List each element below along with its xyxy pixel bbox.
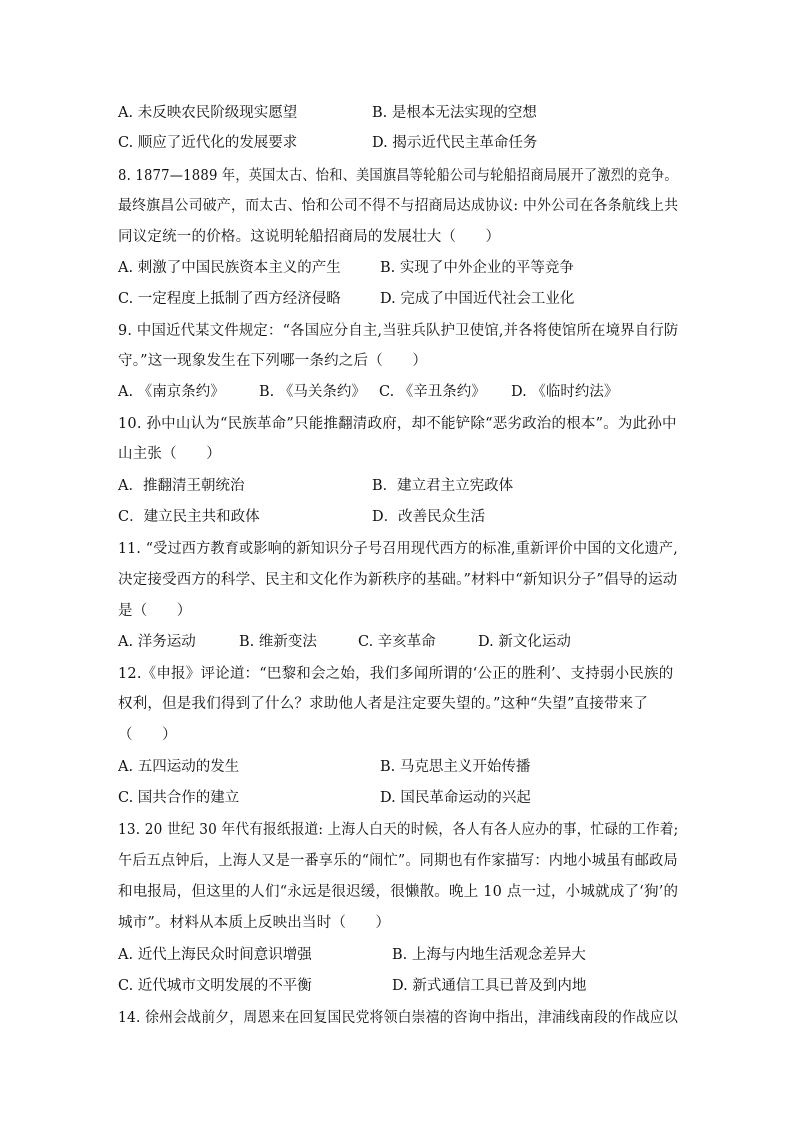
q10-option-b: B．建立君主立宪政体 [372, 478, 514, 494]
q13-option-b: B. 上海与内地生活观念差异大 [392, 947, 586, 963]
q12-option-a: A. 五四运动的发生 [118, 759, 240, 775]
q7-option-c: C. 顺应了近代化的发展要求 [118, 135, 298, 151]
q8-option-a: A. 刺激了中国民族资本主义的产生 [118, 260, 341, 276]
q11-option-b: B. 维新变法 [239, 634, 317, 650]
q13-option-c: C. 近代城市文明发展的不平衡 [118, 978, 312, 994]
q8-option-c: C. 一定程度上抵制了西方经济侵略 [118, 291, 341, 307]
q9-option-d: D. 《临时约法》 [511, 384, 619, 400]
q13-stem-line-2: 午后五点钟后，上海人又是一番享乐的“闹忙”。同期也有作家描写：内地小城虽有邮政局 [118, 853, 678, 869]
q13-stem-line-3: 和电报局，但这里的人们“永远是很迟缓，很懒散。晚上 10 点一过，小城就成了‘狗’的 [118, 884, 679, 900]
q13-stem-line-4: 城市”。材料从本质上反映出当时（ ） [118, 915, 391, 931]
q12-stem-line-3: （ ） [118, 727, 177, 743]
q12-option-d: D. 国民革命运动的兴起 [380, 790, 531, 806]
q9-option-b: B. 《马关条约》 [259, 384, 366, 400]
q12-stem-line-2: 权利，但是我们得到了什么？求助他人者是注定要失望的。”这种“失望”直接带来了 [118, 696, 649, 712]
q10-option-c: C．建立民主共和政体 [118, 509, 260, 525]
q13-stem-line-1: 13. 20 世纪 30 年代有报纸报道: 上海人白天的时候，各人有各人应办的事，忙碌的工作着; [118, 822, 679, 838]
q9-option-a: A. 《南京条约》 [118, 384, 225, 400]
q7-option-d: D. 揭示近代民主革命任务 [372, 135, 538, 151]
q8-stem-line-3: 同议定统一的价格。这说明轮船招商局的发展壮大（ ） [118, 229, 501, 245]
q7-option-b: B. 是根本无法实现的空想 [372, 105, 537, 121]
q8-option-b: B. 实现了中外企业的平等竞争 [380, 260, 574, 276]
q11-option-a: A. 洋务运动 [118, 634, 196, 650]
q13-option-d: D. 新式通信工具已普及到内地 [392, 978, 587, 994]
q13-option-a: A. 近代上海民众时间意识增强 [118, 947, 312, 963]
q11-stem-line-2: 决定接受西方的科学、民主和文化作为新秩序的基础。”材料中“新知识分子”倡导的运动 [118, 572, 678, 588]
q8-option-d: D. 完成了中国近代社会工业化 [380, 291, 575, 307]
q11-stem-line-1: 11. “受过西方教育或影响的新知识分子号召用现代西方的标准,重新评价中国的文化遗产, [118, 541, 678, 557]
q10-option-a: A．推翻清王朝统治 [118, 478, 245, 494]
q12-option-c: C. 国共合作的建立 [118, 790, 240, 806]
q9-option-c: C. 《辛丑条约》 [379, 384, 486, 400]
q11-option-c: C. 辛亥革命 [358, 634, 436, 650]
q8-stem-line-2: 最终旗昌公司破产，而太古、怡和公司不得不与招商局达成协议: 中外公司在各条航线上共 [118, 198, 679, 214]
q10-option-d: D．改善民众生活 [372, 509, 486, 525]
q10-stem-line-2: 山主张（ ） [118, 446, 221, 462]
q9-stem-line-1: 9. 中国近代某文件规定：“各国应分自主,当驻兵队护卫使馆,并各将使馆所在境界自行防 [118, 323, 679, 339]
q12-option-b: B. 马克思主义开始传播 [380, 759, 531, 775]
q11-option-d: D. 新文化运动 [478, 634, 571, 650]
q9-stem-line-2: 守。”这一现象发生在下列哪一条约之后（ ） [118, 353, 428, 369]
q12-stem-line-1: 12.《申报》评论道：“巴黎和会之始，我们多闻所谓的‘公正的胜利’、支持弱小民族的 [118, 666, 674, 682]
q8-stem-line-1: 8. 1877—1889 年，英国太古、怡和、美国旗昌等轮船公司与轮船招商局展开了激烈的竞争。 [118, 168, 678, 184]
q14-stem-line-1: 14. 徐州会战前夕，周恩来在回复国民党将领白崇禧的咨询中指出，津浦线南段的作战应以 [118, 1010, 679, 1026]
q7-option-a: A. 未反映农民阶级现实愿望 [118, 105, 298, 121]
q11-stem-line-3: 是（ ） [118, 603, 192, 619]
q10-stem-line-1: 10. 孙中山认为“民族革命”只能推翻清政府，却不能铲除“恶劣政治的根本”。为此孙中 [118, 416, 677, 432]
